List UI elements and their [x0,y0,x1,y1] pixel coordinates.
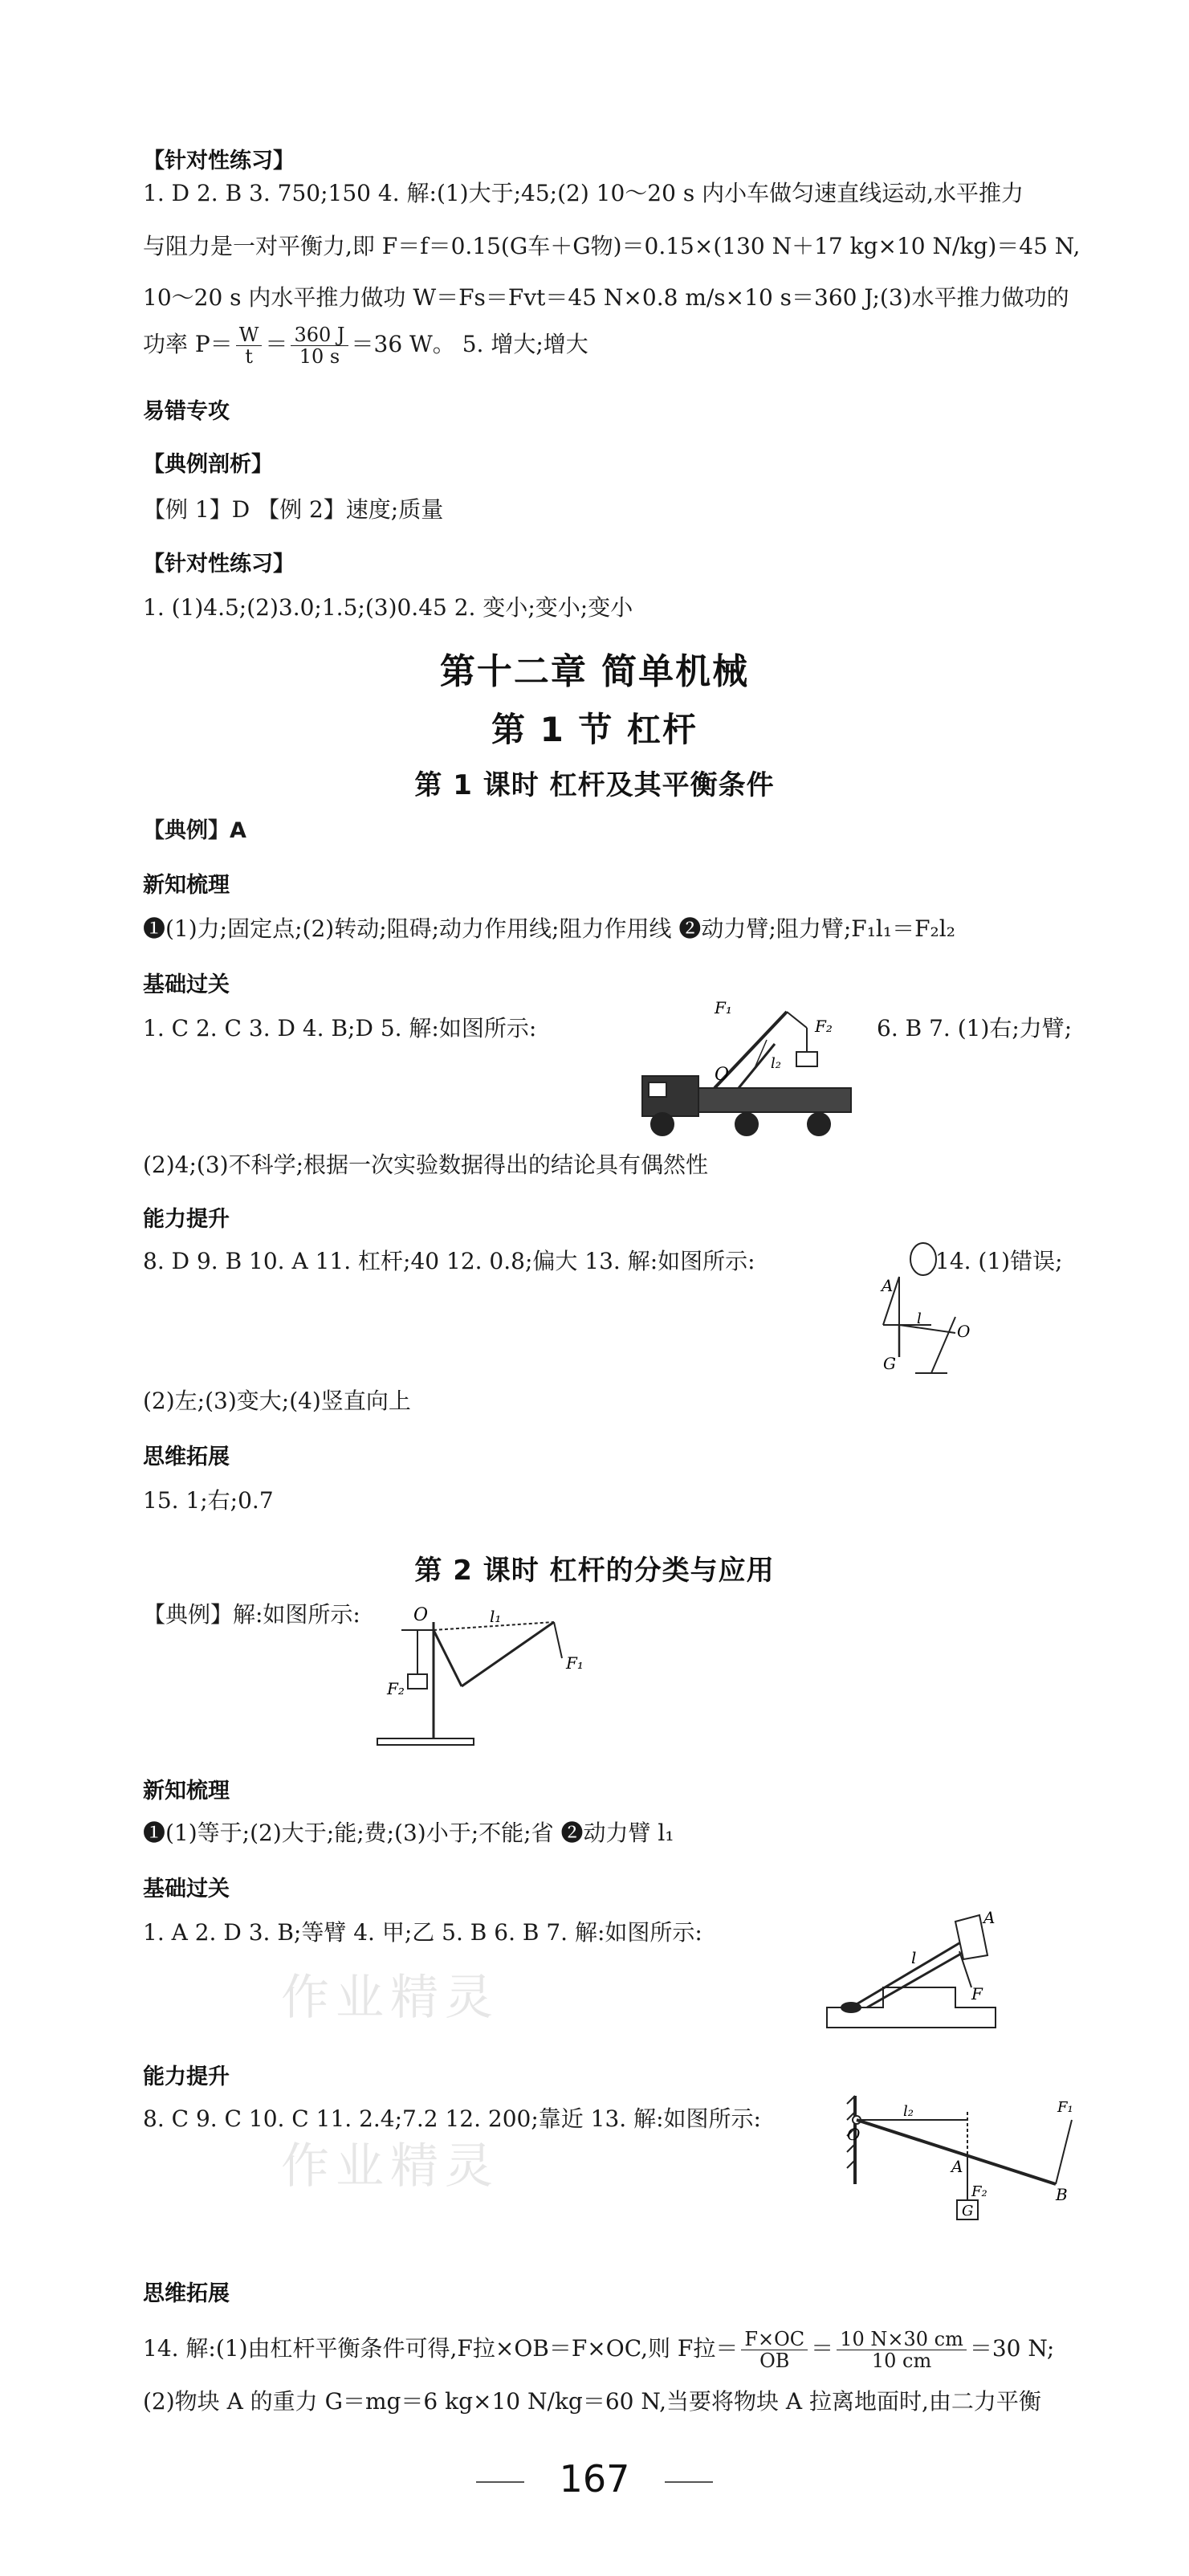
label-F1-stand: F₁ [566,1653,584,1673]
label-O-arm: O [957,1322,971,1341]
label-G-wall: G [962,2203,974,2219]
targeted-practice-answers: 1. (1)4.5;(2)3.0;1.5;(3)0.45 2. 变小;变小;变小 [143,594,633,621]
lesson1-basic-answers-right: 6. B 7. (1)右;力臂; [877,1015,1073,1041]
label-A: A [882,1276,894,1295]
lesson2-new-knowledge-heading: 新知梳理 [143,1779,230,1804]
lesson1-ability-answers-cont: (2)左;(3)变大;(4)竖直向上 [143,1388,411,1414]
chapter-title: 第十二章 简单机械 [439,651,750,692]
section-heading-targeted-practice: 【针对性练习】 [143,149,295,173]
label-F-stapler: F [971,1984,983,2003]
lesson1-basic-answers-cont: (2)4;(3)不科学;根据一次实验数据得出的结论具有偶然性 [143,1151,709,1178]
stapler-lever-figure [819,1907,1012,2044]
lesson2-ability-answers: 8. C 9. C 10. C 11. 2.4;7.2 12. 200;靠近 13. 解:如图所示: [143,2105,761,2132]
lesson1-new-knowledge-heading: 新知梳理 [143,873,230,898]
lever-stand-figure [369,1598,610,1751]
answer-line-2: 与阻力是一对平衡力,即 F＝f＝0.15(G车＋G物)＝0.15×(130 N＋17 kg×10 N/kg)＝45 N, [143,233,1081,259]
page-number-dash-left [476,2481,524,2483]
q14-line-2: (2)物块 A 的重力 G＝mg＝6 kg×10 N/kg＝60 N,当要将物块 A 拉离地面时,由二力平衡 [143,2388,1041,2415]
page-number-dash-right [665,2481,713,2483]
fraction-numerator: 10 N×30 cm [837,2329,967,2350]
label-l2-wall: l₂ [903,2103,914,2120]
page-number: 167 [559,2457,630,2501]
label-A-wall: A [951,2157,963,2176]
lesson2-basic-heading: 基础过关 [143,1877,230,1901]
label-O: O [715,1065,730,1085]
label-F2: F₂ [815,1017,833,1036]
lesson1-ability-answers: 8. D 9. B 10. A 11. 杠杆;40 12. 0.8;偏大 13. 解:如图所示: [143,1248,755,1274]
fraction-w-t [236,324,263,367]
example-answers: 【例 1】D 【例 2】速度;质量 [143,496,444,523]
lesson2-new-knowledge-answers: ❶(1)等于;(2)大于;能;费;(3)小于;不能;省 ❷动力臂 l₁ [143,1820,674,1846]
power-pre: 功率 P＝ [143,331,233,357]
answer-line-3: 10～20 s 内水平推力做功 W＝Fs＝Fvt＝45 N×0.8 m/s×10 s＝360 J;(3)水平推力做功的 [143,284,1069,311]
lesson2-ability-heading: 能力提升 [143,2064,230,2089]
lesson1-new-knowledge-answers: ❶(1)力;固定点;(2)转动;阻碍;动力作用线;阻力作用线 ❷动力臂;阻力臂;F₁l₁＝F₂l₂ [143,915,955,942]
lesson1-thinking-answers: 15. 1;右;0.7 [143,1487,274,1514]
lesson1-ability-heading: 能力提升 [143,1207,230,1232]
label-G: G [883,1354,896,1373]
lesson-1-title: 第 1 课时 杠杆及其平衡条件 [414,769,775,801]
label-O-stand: O [413,1605,429,1625]
section-heading-example-analysis: 【典例剖析】 [143,452,273,477]
wall-lever-figure [839,2088,1080,2240]
label-F2-wall: F₂ [971,2183,987,2200]
label-F1: F₁ [715,998,732,1017]
lesson1-ability-answers-right: 14. (1)错误; [935,1248,1063,1274]
watermark-2: 作业精灵 [281,2138,499,2195]
watermark: 作业精灵 [281,1970,499,2026]
label-l1: l₁ [490,1607,502,1626]
power-eq: ＝ [265,331,288,357]
label-O-wall: O [847,2125,861,2144]
arm-lever-figure [867,1237,971,1381]
q14-eq: ＝ [811,2335,834,2362]
fraction-360-10 [291,324,348,367]
label-B-wall: B [1056,2185,1068,2204]
power-post: ＝36 W。 5. 增大;增大 [351,331,588,357]
label-l-stapler: l [911,1948,917,1967]
q14-post: ＝30 N; [969,2335,1055,2362]
lesson2-example: 【典例】解:如图所示: [143,1601,360,1628]
q14-line-1 [143,2329,1054,2371]
answer-line-1: 1. D 2. B 3. 750;150 4. 解:(1)大于;45;(2) 10～20 s 内小车做匀速直线运动,水平推力 [143,180,1024,206]
lesson1-basic-answers: 1. C 2. C 3. D 4. B;D 5. 解:如图所示: [143,1015,537,1041]
label-l2: l₂ [771,1055,781,1072]
fraction-fxoc-ob [741,2329,808,2371]
fraction-numerator: W [236,324,263,346]
lesson1-basic-heading: 基础过关 [143,972,230,997]
label-F1-wall: F₁ [1057,2099,1073,2116]
section-heading-error-prone: 易错专攻 [143,399,230,424]
power-formula-line [143,324,588,367]
label-F2-stand: F₂ [387,1679,405,1698]
label-A-stapler: A [983,1908,996,1927]
section-heading-targeted-practice-2: 【针对性练习】 [143,552,295,577]
fraction-denominator: t [245,345,253,368]
section-title: 第 1 节 杠杆 [491,710,698,749]
fraction-10n30cm-10cm [837,2329,967,2371]
fraction-denominator: 10 cm [871,2350,932,2372]
lesson2-thinking-heading: 思维拓展 [143,2281,230,2306]
lesson-2-title: 第 2 课时 杠杆的分类与应用 [414,1555,775,1587]
label-l: l [917,1310,922,1327]
lesson2-basic-answers: 1. A 2. D 3. B;等臂 4. 甲;乙 5. B 6. B 7. 解:如图所示: [143,1919,702,1946]
q14-pre: 14. 解:(1)由杠杆平衡条件可得,F拉×OB＝F×OC,则 F拉＝ [143,2335,739,2362]
crane-truck-figure [626,996,859,1140]
fraction-denominator: OB [759,2350,790,2372]
page-number-row [0,2457,1189,2501]
lesson1-example: 【典例】A [143,818,246,843]
fraction-numerator: 360 J [291,324,348,346]
fraction-denominator: 10 s [299,345,340,368]
lesson1-thinking-heading: 思维拓展 [143,1445,230,1469]
fraction-numerator: F×OC [741,2329,808,2350]
